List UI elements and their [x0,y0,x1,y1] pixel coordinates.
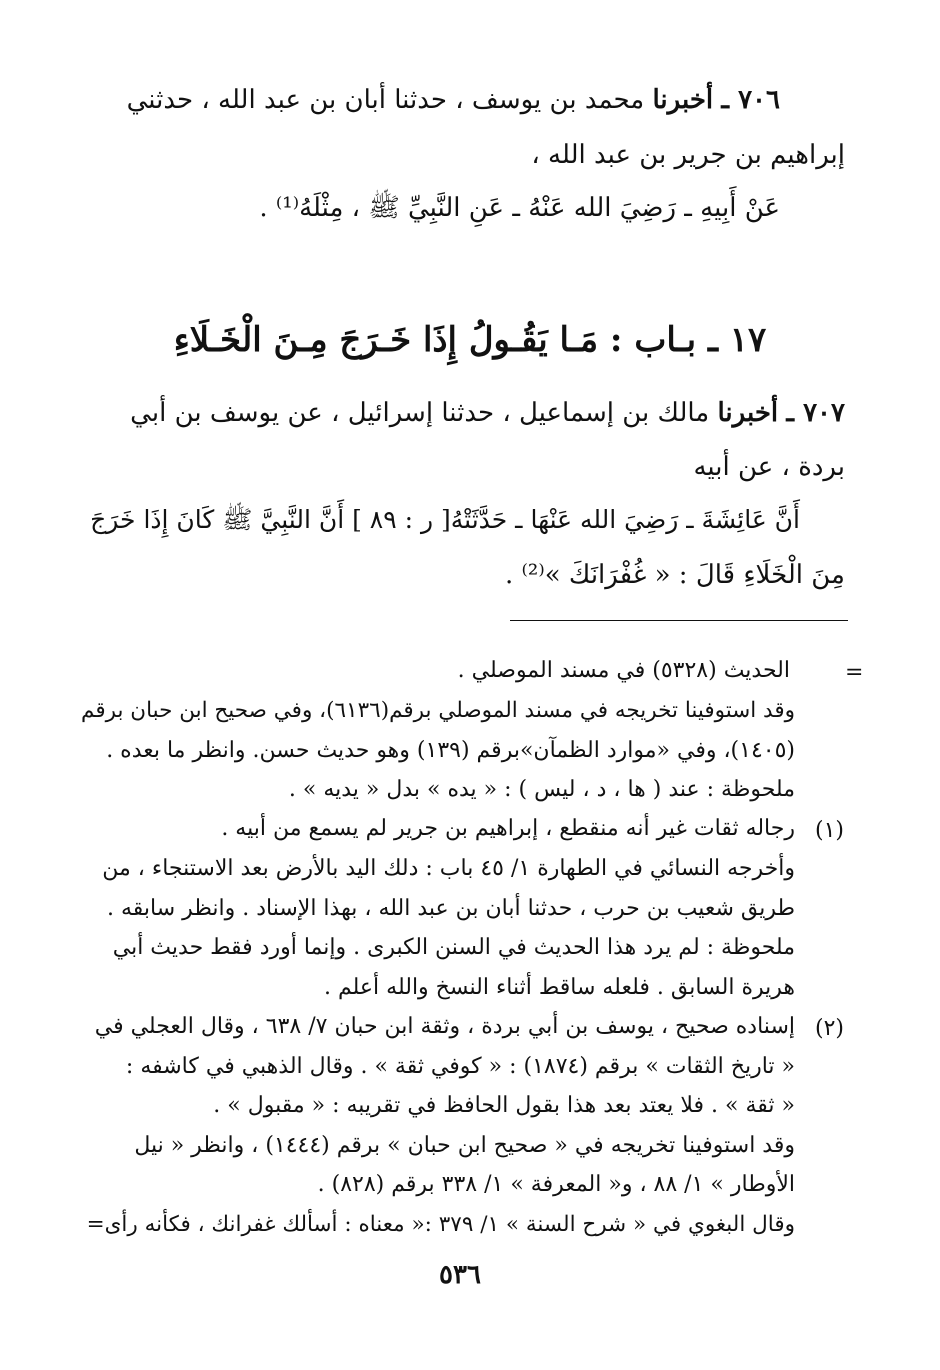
footnote-1-line: هريرة السابق . فلعله ساقط أثناء النسخ والله أعلم . [324,975,795,1000]
hadith-706-matn: عَنْ أَبِيهِ ـ رَضِيَ الله عَنْهُ ـ عَنِ النَّبِيِّ ﷺ ، مِثْلَهُ⁽¹⁾ . [259,193,780,223]
footnote-2-line: الأوطار » ١/ ٨٨ ، و« المعرفة » ١/ ٣٣٨ برقم (٨٢٨) . [317,1172,795,1197]
footnote-cont-line: وقد استوفينا تخريجه في مسند الموصلي برقم(٦١٣٦)، وفي صحيح ابن حبان برقم [81,698,795,723]
hadith-706-line-2: إبراهيم بن جرير بن عبد الله ، [531,140,845,170]
page-number: ٥٣٦ [439,1260,481,1290]
footnote-2-line: « ثقة » . فلا يعتد بعد هذا بقول الحافظ في تقريبه : « مقبول » . [213,1093,795,1118]
hadith-706-line-1 [80,85,780,116]
footnote-1-line: رجاله ثقات غير أنه منقطع ، إبراهيم بن جرير لم يسمع من أبيه . [221,816,795,841]
hadith-707-matn-1: أَنَّ عَائِشَةَ ـ رَضِيَ الله عَنْهَا ـ حَدَّثَتْهُ[ ر : ٨٩ ] أَنَّ النَّبِيَّ ﷺ كَانَ إِذَا خَرَجَ [90,505,800,534]
hadith-number: ٧٠٦ ـ [721,85,780,115]
footnote-1-line: ملحوظة : لم يرد هذا الحديث في السنن الكبرى . وإنما أورد فقط حديث أبي [112,935,795,960]
footnote-cont-line: ملحوظة : عند ( ها ، د ، ليس ) : « يده » بدل « يديه » . [288,777,795,802]
isnad-text: مالك بن إسماعيل ، حدثنا إسرائيل ، عن يوسف بن أبي [130,398,710,428]
hadith-number: ٧٠٧ ـ [786,398,845,428]
hadith-707-matn-2: مِنَ الْخَلَاءِ قَالَ : « غُفْرَانَكَ »⁽²⁾ . [504,560,845,590]
footnote-cont-line: (١٤٠٥)، وفي «موارد الظمآن»برقم (١٣٩) وهو حديث حسن. وانظر ما بعده . [106,738,795,763]
hadith-707-line-2: بردة ، عن أبيه [693,452,845,482]
footnote-1-line: وأخرجه النسائي في الطهارة ١/ ٤٥ باب : دلك اليد بالأرض بعد الاستنجاء ، من [102,856,795,881]
continuation-mark: = [845,660,864,685]
footnote-2-mark: (٢) [815,1016,845,1041]
hadith-lead: أخبرنا [717,398,779,428]
footnote-2-line: وقد استوفينا تخريجه في « صحيح ابن حبان » برقم (١٤٤٤) ، وانظر « نيل [134,1133,795,1158]
footnote-cont-line: الحديث (٥٣٢٨) في مسند الموصلي . [457,658,790,683]
hadith-lead: أخبرنا [652,85,714,115]
chapter-title: ١٧ ـ بـاب : مَـا يَقُـولُ إِذَا خَـرَجَ مِـنَ الْخَـلَاءِ [173,320,767,360]
footnote-2-line: « تاريخ الثقات » برقم (١٨٧٤) : « كوفي ثقة » . وقال الذهبي في كاشفه : [125,1054,795,1079]
footnote-2-line: وقال البغوي في « شرح السنة » ١/ ٣٧٩ :« معناه : أسألك غفرانك ، فكأنه رأى= [86,1212,795,1237]
footnote-2-line: إسناده صحيح ، يوسف بن أبي بردة ، وثقة ابن حبان ٧/ ٦٣٨ ، وقال العجلي في [94,1014,795,1039]
isnad-text: محمد بن يوسف ، حدثنا أبان بن عبد الله ، حدثني [126,85,645,115]
footnote-1-line: طريق شعيب بن حرب ، حدثنا أبان بن عبد الله ، بهذا الإسناد . وانظر سابقه . [107,896,795,921]
footnote-separator [510,620,848,621]
footnote-1-mark: (١) [815,818,845,843]
hadith-707-line-1 [75,398,845,429]
